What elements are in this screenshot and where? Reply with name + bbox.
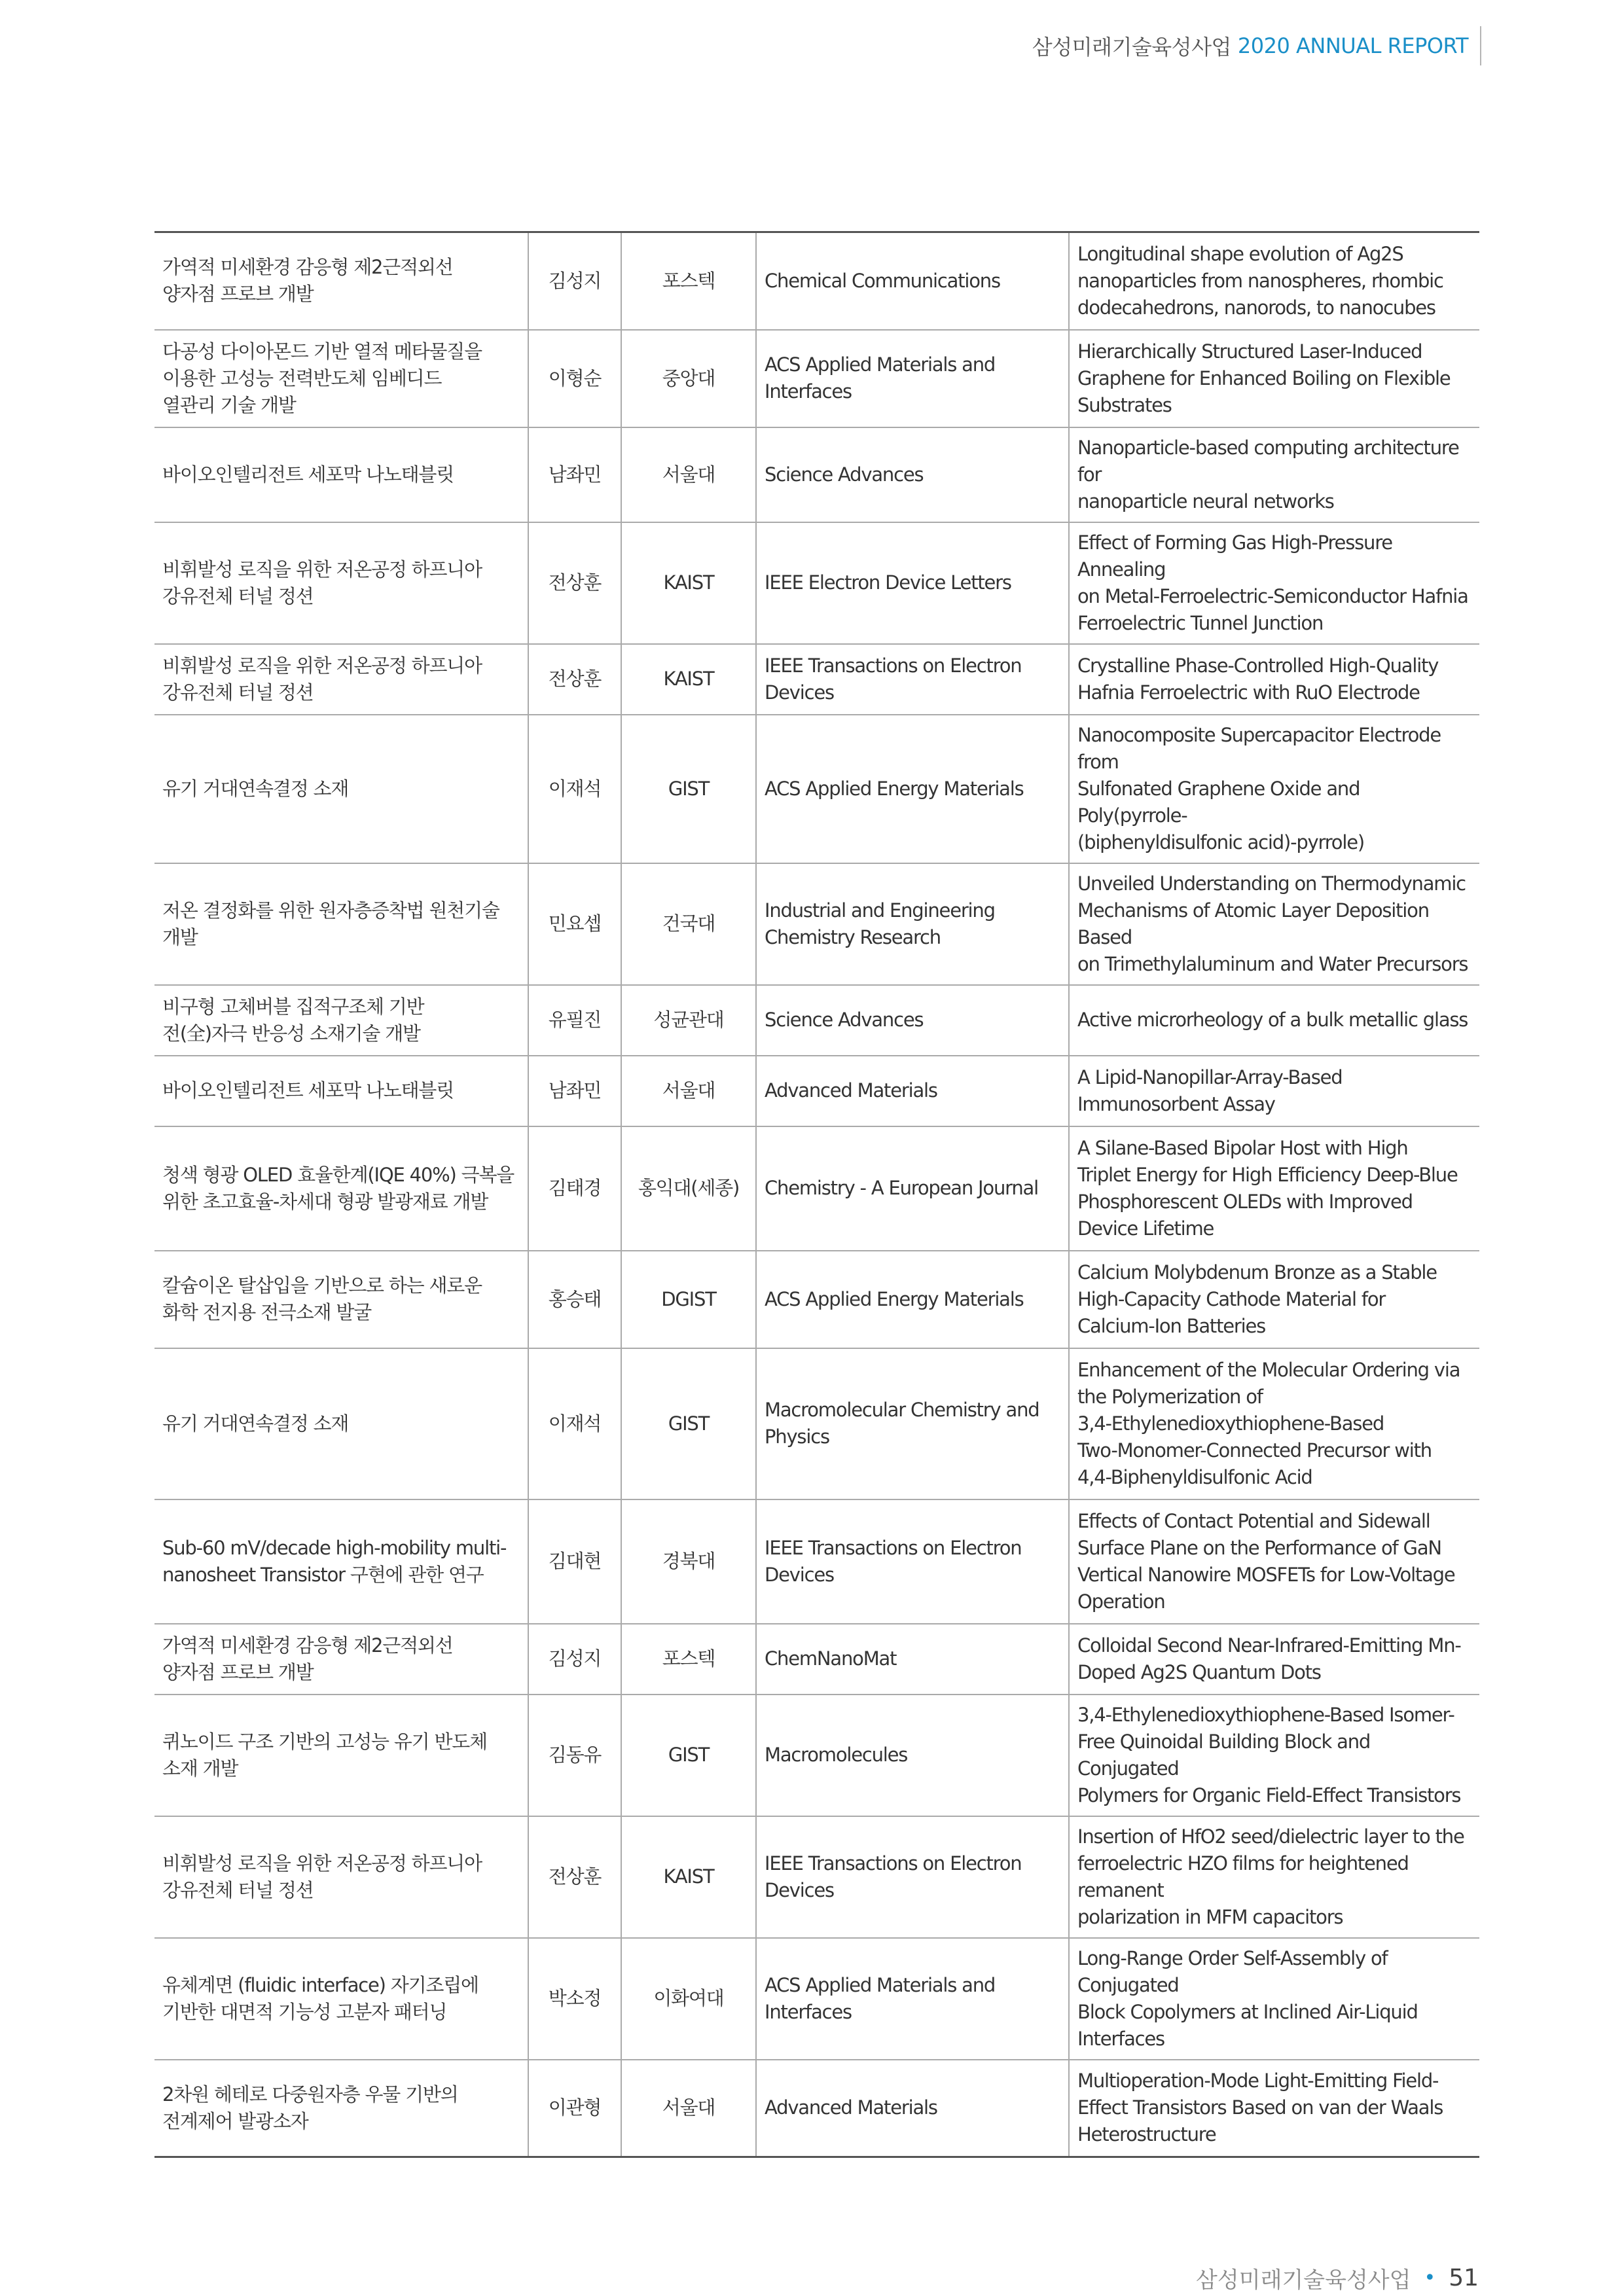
university-cell: 성균관대	[621, 985, 756, 1056]
paper-title-cell: 3,4-Ethylenedioxythiophene-Based Isomer- Free Quinoidal Building Block and Conjugated Polymers for Organic Field-Effect Transistors	[1069, 1695, 1479, 1816]
header-report-title: 2020 ANNUAL REPORT	[1237, 33, 1468, 58]
journal-cell: Science Advances	[756, 427, 1069, 522]
table-row	[154, 427, 1479, 522]
paper-title-cell: Effects of Contact Potential and Sidewall Surface Plane on the Performance of GaN Vertical Nanowire MOSFETs for Low-Voltage Operation	[1069, 1499, 1479, 1624]
university-cell: 중앙대	[621, 330, 756, 427]
paper-title-cell: Enhancement of the Molecular Ordering via the Polymerization of 3,4-Ethylenedioxythiophene-Based Two-Monomer-Connected Precursor with 4,4-Biphenyldisulfonic Acid	[1069, 1348, 1479, 1499]
project-title-cell: 퀴노이드 구조 기반의 고성능 유기 반도체 소재 개발	[154, 1695, 528, 1816]
university-cell: GIST	[621, 1695, 756, 1816]
paper-title-cell: Unveiled Understanding on Thermodynamic Mechanisms of Atomic Layer Deposition Based on Trimethylaluminum and Water Precursors	[1069, 863, 1479, 985]
project-title-cell: 청색 형광 OLED 효율한계(IQE 40%) 극복을 위한 초고효율-차세대 형광 발광재료 개발	[154, 1126, 528, 1251]
researcher-cell: 이형순	[528, 330, 621, 427]
project-title-cell: 저온 결정화를 위한 원자층증착법 원천기술 개발	[154, 863, 528, 985]
journal-cell: Advanced Materials	[756, 1056, 1069, 1126]
project-title-cell: 유체계면 (fluidic interface) 자기조립에 기반한 대면적 기능성 고분자 패터닝	[154, 1938, 528, 2060]
paper-title-cell: Longitudinal shape evolution of Ag2S nanoparticles from nanospheres, rhombic dodecahedrons, nanorods, to nanocubes	[1069, 232, 1479, 330]
university-cell: KAIST	[621, 522, 756, 644]
university-cell: GIST	[621, 1348, 756, 1499]
journal-cell: ACS Applied Materials and Interfaces	[756, 1938, 1069, 2060]
table-row	[154, 644, 1479, 715]
university-cell: KAIST	[621, 644, 756, 715]
university-cell: 서울대	[621, 2060, 756, 2157]
university-cell: 포스텍	[621, 1624, 756, 1695]
journal-cell: IEEE Electron Device Letters	[756, 522, 1069, 644]
researcher-cell: 김대현	[528, 1499, 621, 1624]
journal-cell: Chemical Communications	[756, 232, 1069, 330]
table-row	[154, 1938, 1479, 2060]
header-org: 삼성미래기술육성사업	[1032, 35, 1231, 60]
footer-separator: •	[1424, 2266, 1436, 2289]
page-header	[1032, 26, 1481, 65]
project-title-cell: 가역적 미세환경 감응형 제2근적외선 양자점 프로브 개발	[154, 1624, 528, 1695]
researcher-cell: 홍승태	[528, 1251, 621, 1348]
researcher-cell: 김태경	[528, 1126, 621, 1251]
journal-cell: ACS Applied Materials and Interfaces	[756, 330, 1069, 427]
project-title-cell: 바이오인텔리전트 세포막 나노태블릿	[154, 1056, 528, 1126]
project-title-cell: 가역적 미세환경 감응형 제2근적외선 양자점 프로브 개발	[154, 232, 528, 330]
journal-cell: Chemistry - A European Journal	[756, 1126, 1069, 1251]
paper-title-cell: Crystalline Phase-Controlled High-Quality Hafnia Ferroelectric with RuO Electrode	[1069, 644, 1479, 715]
table-row	[154, 1348, 1479, 1499]
project-title-cell: 바이오인텔리전트 세포막 나노태블릿	[154, 427, 528, 522]
researcher-cell: 유필진	[528, 985, 621, 1056]
table-row	[154, 522, 1479, 644]
table-row	[154, 2060, 1479, 2157]
table-row	[154, 330, 1479, 427]
table-row	[154, 1251, 1479, 1348]
paper-title-cell: Insertion of HfO2 seed/dielectric layer to the ferroelectric HZO films for heightened remanent polarization in MFM capacitors	[1069, 1816, 1479, 1938]
project-title-cell: 유기 거대연속결정 소재	[154, 1348, 528, 1499]
project-title-cell: 비구형 고체버블 집적구조체 기반 전(全)자극 반응성 소재기술 개발	[154, 985, 528, 1056]
page-footer	[1196, 2261, 1479, 2294]
project-title-cell: 다공성 다이아몬드 기반 열적 메타물질을 이용한 고성능 전력반도체 임베디드 열관리 기술 개발	[154, 330, 528, 427]
paper-title-cell: A Silane-Based Bipolar Host with High Triplet Energy for High Efficiency Deep-Blue Phosphorescent OLEDs with Improved Device Lifetime	[1069, 1126, 1479, 1251]
paper-title-cell: Nanocomposite Supercapacitor Electrode from Sulfonated Graphene Oxide and Poly(pyrrole- (biphenyldisulfonic acid)-pyrrole)	[1069, 715, 1479, 863]
paper-title-cell: A Lipid-Nanopillar-Array-Based Immunosorbent Assay	[1069, 1056, 1479, 1126]
table-row	[154, 1056, 1479, 1126]
university-cell: GIST	[621, 715, 756, 863]
paper-title-cell: Active microrheology of a bulk metallic glass	[1069, 985, 1479, 1056]
university-cell: DGIST	[621, 1251, 756, 1348]
researcher-cell: 전상훈	[528, 644, 621, 715]
researcher-cell: 전상훈	[528, 522, 621, 644]
table-row	[154, 1624, 1479, 1695]
page-number: 51	[1449, 2264, 1479, 2291]
researcher-cell: 박소정	[528, 1938, 621, 2060]
researcher-cell: 김성지	[528, 1624, 621, 1695]
table-row	[154, 1499, 1479, 1624]
researcher-cell: 남좌민	[528, 427, 621, 522]
project-title-cell: 유기 거대연속결정 소재	[154, 715, 528, 863]
project-title-cell: 비휘발성 로직을 위한 저온공정 하프니아 강유전체 터널 정션	[154, 522, 528, 644]
table-row	[154, 1126, 1479, 1251]
table-row	[154, 1816, 1479, 1938]
table-row	[154, 1695, 1479, 1816]
table-row	[154, 985, 1479, 1056]
journal-cell: IEEE Transactions on Electron Devices	[756, 1816, 1069, 1938]
journal-cell: Science Advances	[756, 985, 1069, 1056]
table-row	[154, 232, 1479, 330]
paper-title-cell: Hierarchically Structured Laser-Induced Graphene for Enhanced Boiling on Flexible Substrates	[1069, 330, 1479, 427]
project-title-cell: Sub-60 mV/decade high-mobility multi- nanosheet Transistor 구현에 관한 연구	[154, 1499, 528, 1624]
project-title-cell: 비휘발성 로직을 위한 저온공정 하프니아 강유전체 터널 정션	[154, 644, 528, 715]
researcher-cell: 민요셉	[528, 863, 621, 985]
project-title-cell: 2차원 헤테로 다중원자층 우물 기반의 전계제어 발광소자	[154, 2060, 528, 2157]
researcher-cell: 이관형	[528, 2060, 621, 2157]
researcher-cell: 이재석	[528, 715, 621, 863]
project-title-cell: 비휘발성 로직을 위한 저온공정 하프니아 강유전체 터널 정션	[154, 1816, 528, 1938]
university-cell: 포스텍	[621, 232, 756, 330]
paper-title-cell: Nanoparticle-based computing architecture for nanoparticle neural networks	[1069, 427, 1479, 522]
journal-cell: Macromolecular Chemistry and Physics	[756, 1348, 1069, 1499]
journal-cell: IEEE Transactions on Electron Devices	[756, 1499, 1069, 1624]
researcher-cell: 전상훈	[528, 1816, 621, 1938]
project-title-cell: 칼슘이온 탈삽입을 기반으로 하는 새로운 화학 전지용 전극소재 발굴	[154, 1251, 528, 1348]
university-cell: 서울대	[621, 1056, 756, 1126]
university-cell: 건국대	[621, 863, 756, 985]
paper-title-cell: Long-Range Order Self-Assembly of Conjugated Block Copolymers at Inclined Air-Liquid Interfaces	[1069, 1938, 1479, 2060]
journal-cell: IEEE Transactions on Electron Devices	[756, 644, 1069, 715]
university-cell: 이화여대	[621, 1938, 756, 2060]
paper-title-cell: Effect of Forming Gas High-Pressure Annealing on Metal-Ferroelectric-Semiconductor Hafnia Ferroelectric Tunnel Junction	[1069, 522, 1479, 644]
paper-title-cell: Calcium Molybdenum Bronze as a Stable High-Capacity Cathode Material for Calcium-Ion Batteries	[1069, 1251, 1479, 1348]
paper-title-cell: Multioperation-Mode Light-Emitting Field- Effect Transistors Based on van der Waals Heterostructure	[1069, 2060, 1479, 2157]
university-cell: KAIST	[621, 1816, 756, 1938]
researcher-cell: 김동유	[528, 1695, 621, 1816]
researcher-cell: 이재석	[528, 1348, 621, 1499]
journal-cell: ACS Applied Energy Materials	[756, 1251, 1069, 1348]
university-cell: 서울대	[621, 427, 756, 522]
university-cell: 홍익대(세종)	[621, 1126, 756, 1251]
journal-cell: Industrial and Engineering Chemistry Research	[756, 863, 1069, 985]
table-row	[154, 715, 1479, 863]
researcher-cell: 남좌민	[528, 1056, 621, 1126]
research-papers-table	[154, 231, 1479, 2158]
paper-title-cell: Colloidal Second Near-Infrared-Emitting Mn- Doped Ag2S Quantum Dots	[1069, 1624, 1479, 1695]
journal-cell: ACS Applied Energy Materials	[756, 715, 1069, 863]
footer-org: 삼성미래기술육성사업	[1196, 2267, 1411, 2293]
journal-cell: Advanced Materials	[756, 2060, 1069, 2157]
researcher-cell: 김성지	[528, 232, 621, 330]
journal-cell: ChemNanoMat	[756, 1624, 1069, 1695]
journal-cell: Macromolecules	[756, 1695, 1069, 1816]
university-cell: 경북대	[621, 1499, 756, 1624]
table-row	[154, 863, 1479, 985]
